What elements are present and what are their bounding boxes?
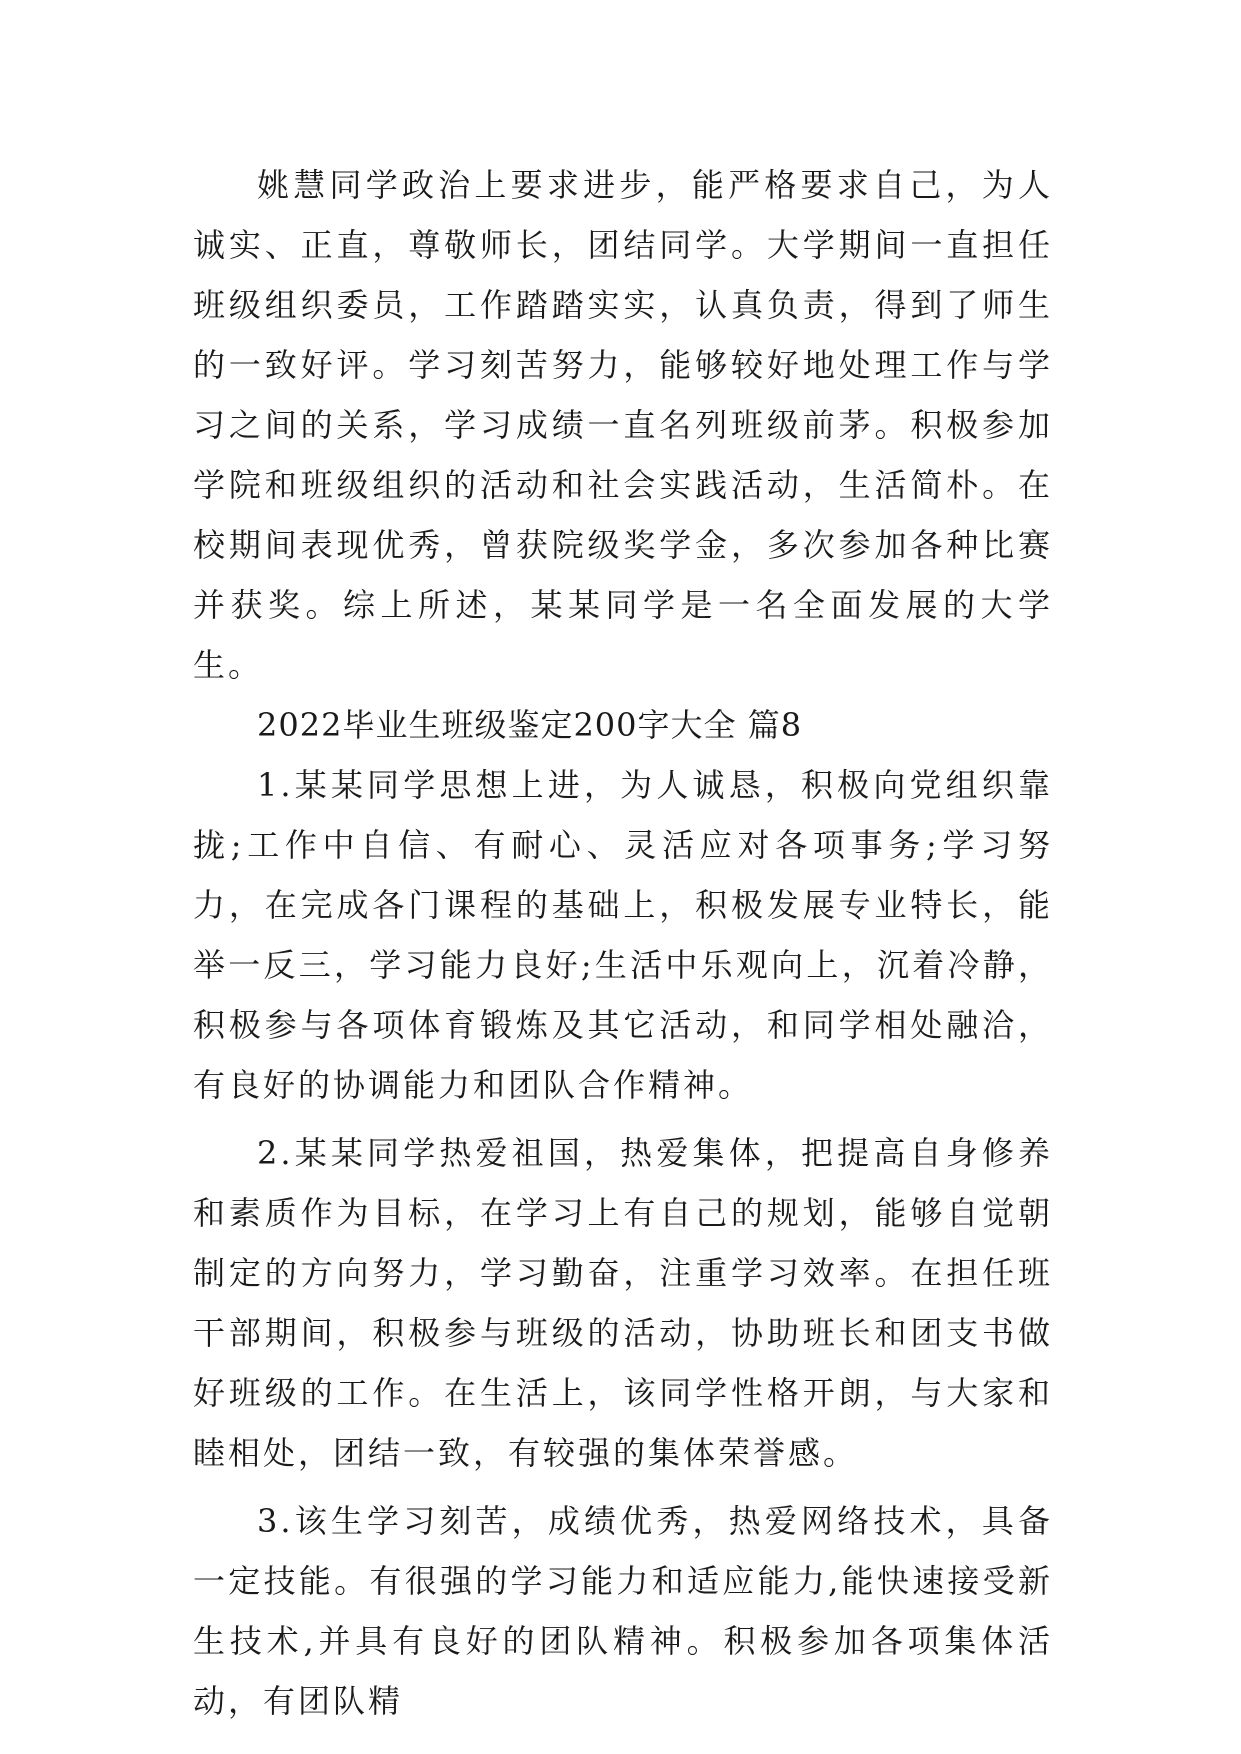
paragraph-evaluation-3: 3.该生学习刻苦，成绩优秀，热爱网络技术，具备一定技能。有很强的学习能力和适应能力,能快速接受新生技术,并具有良好的团队精神。积极参加各项集体活动，有团队精 <box>193 1502 1053 1720</box>
document-body <box>193 155 1053 1731</box>
section-heading: 2022毕业生班级鉴定200字大全 篇8 <box>257 706 803 744</box>
paragraph-evaluation-2: 2.某某同学热爱祖国，热爱集体，把提高自身修养和素质作为目标，在学习上有自己的规划，能够自觉朝制定的方向努力，学习勤奋，注重学习效率。在担任班干部期间，积极参与班级的活动，协助班长和团支书做好班级的工作。在生活上，该同学性格开朗，与大家和睦相处，团结一致，有较强的集体荣誉感。 <box>193 1134 1053 1472</box>
paragraph-evaluation-yaohui: 姚慧同学政治上要求进步，能严格要求自己，为人诚实、正直，尊敬师长，团结同学。大学期间一直担任班级组织委员，工作踏踏实实，认真负责，得到了师生的一致好评。学习刻苦努力，能够较好地处理工作与学习之间的关系，学习成绩一直名列班级前茅。积极参加学院和班级组织的活动和社会实践活动，生活简朴。在校期间表现优秀，曾获院级奖学金，多次参加各种比赛并获奖。综上所述，某某同学是一名全面发展的大学生。 <box>193 166 1053 684</box>
paragraph-evaluation-1: 1.某某同学思想上进，为人诚恳，积极向党组织靠拢;工作中自信、有耐心、灵活应对各项事务;学习努力，在完成各门课程的基础上，积极发展专业特长，能举一反三，学习能力良好;生活中乐观向上，沉着冷静，积极参与各项体育锻炼及其它活动，和同学相处融洽，有良好的协调能力和团队合作精神。 <box>193 766 1053 1104</box>
